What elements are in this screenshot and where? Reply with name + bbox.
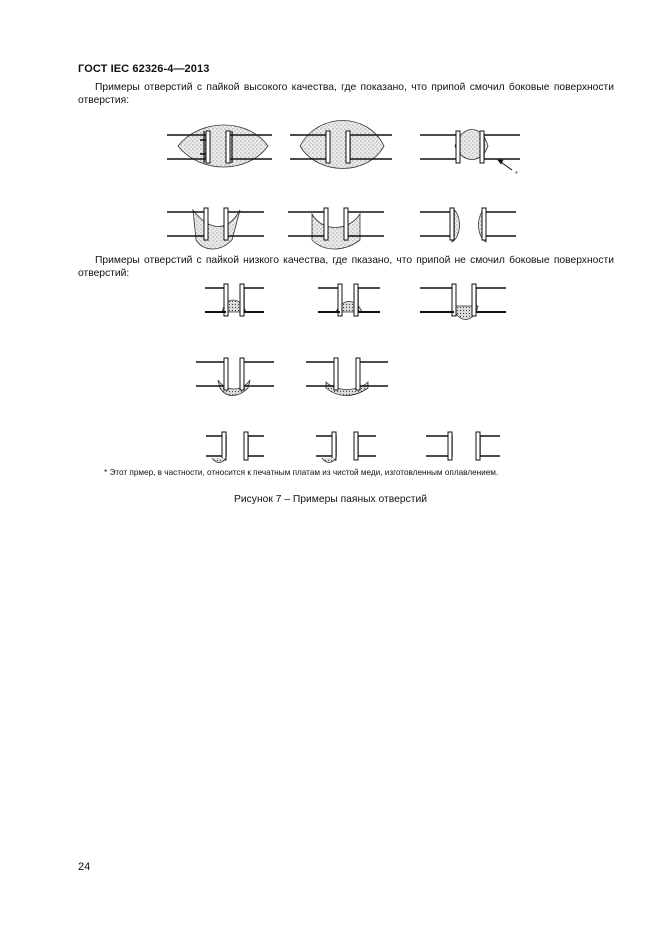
- bad-hole-example-1: [205, 284, 264, 316]
- figure-footnote: * Этот прмер, в частности, относится к печатным платам из чистой меди, изготовленным оплавлением.: [104, 468, 499, 477]
- bad-hole-example-4: [196, 358, 274, 396]
- good-hole-example-2: [290, 121, 392, 169]
- figure-caption: Рисунок 7 – Примеры паяных отверстий: [234, 494, 427, 505]
- good-hole-example-3: [420, 130, 520, 171]
- good-hole-example-6: [420, 208, 516, 242]
- good-solder-intro: Примеры отверстий с пайкой высокого качества, где показано, что припой смочил боковые поверхности отверстия:: [78, 82, 614, 106]
- document-header: ГОСТ IEC 62326-4—2013: [78, 63, 210, 75]
- bad-solder-intro: Примеры отверстий с пайкой низкого качества, где пказано, что припой не смочил боковые поверхности отверстий:: [78, 255, 614, 279]
- bad-hole-example-7: [316, 432, 376, 463]
- good-hole-example-4: [167, 208, 264, 249]
- footnote-marker: *: [515, 171, 518, 178]
- bad-hole-example-3: [420, 284, 506, 320]
- good-hole-example-5: [288, 208, 384, 249]
- bad-hole-example-2: [318, 284, 380, 316]
- bad-hole-example-8: [426, 432, 500, 460]
- bad-hole-example-5: [306, 358, 388, 396]
- good-hole-example-1: [167, 125, 272, 167]
- page-number: 24: [78, 861, 91, 873]
- bad-hole-example-6: [206, 432, 264, 463]
